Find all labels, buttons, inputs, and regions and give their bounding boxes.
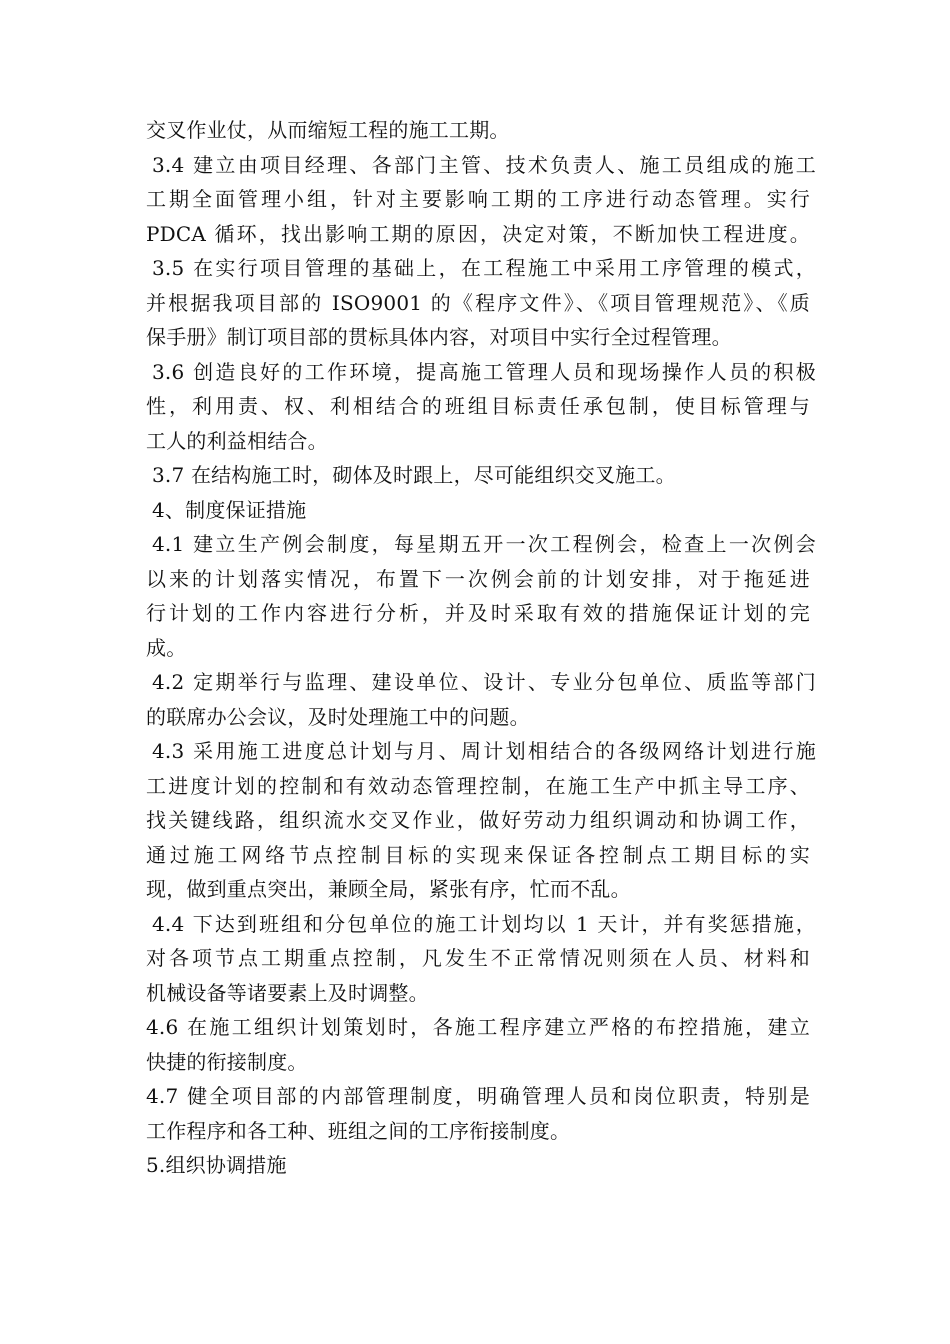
text-line: 工期全面管理小组，针对主要影响工期的工序进行动态管理。实行 — [146, 187, 810, 211]
text-line: 3.7 在结构施工时，砌体及时跟上，尽可能组织交叉施工。 — [152, 463, 676, 487]
text-line: 行计划的工作内容进行分析，并及时采取有效的措施保证计划的完 — [146, 601, 810, 625]
text-line: 4.4 下达到班组和分包单位的施工计划均以 1 天计，并有奖惩措施， — [152, 911, 816, 936]
text-line: 工人的利益相结合。 — [146, 428, 328, 453]
text-line: 找关键线路，组织流水交叉作业，做好劳动力组织调动和协调工作， — [146, 808, 810, 832]
text-line: 通过施工网络节点控制目标的实现来保证各控制点工期目标的实 — [146, 842, 810, 867]
text-line: 的联席办公会议，及时处理施工中的问题。 — [146, 704, 530, 729]
text-line: PDCA 循环，找出影响工期的原因，决定对策，不断加快工程进度。 — [146, 221, 810, 246]
text-line: 现，做到重点突出，兼顾全局，紧张有序，忙而不乱。 — [146, 877, 631, 901]
text-line: 以来的计划落实情况，布置下一次例会前的计划安排，对于拖延进 — [146, 566, 810, 591]
text-line: 交叉作业仗，从而缩短工程的施工工期。 — [146, 118, 510, 142]
document-body — [146, 113, 816, 1183]
text-line: 快捷的衔接制度。 — [146, 1049, 308, 1074]
text-line: 3.6 创造良好的工作环境，提高施工管理人员和现场操作人员的积极 — [152, 359, 816, 384]
text-line: 保手册》制订项目部的贯标具体内容，对项目中实行全过程管理。 — [146, 325, 732, 349]
text-line: 4.1 建立生产例会制度，每星期五开一次工程例会，检查上一次例会 — [152, 532, 816, 556]
text-line: 4.2 定期举行与监理、建设单位、设计、专业分包单位、质监等部门 — [152, 670, 816, 694]
text-line: 3.5 在实行项目管理的基础上，在工程施工中采用工序管理的模式， — [152, 256, 816, 280]
text-line: 并根据我项目部的 ISO9001 的《程序文件》、《项目管理规范》、《质 — [146, 290, 810, 315]
text-line: 机械设备等诸要素上及时调整。 — [146, 980, 429, 1005]
text-line: 性，利用责、权、利相结合的班组目标责任承包制，使目标管理与 — [146, 394, 810, 418]
text-line: 3.4 建立由项目经理、各部门主管、技术负责人、施工员组成的施工 — [152, 152, 816, 177]
text-line: 4.6 在施工组织计划策划时，各施工程序建立严格的布控措施，建立 — [146, 1015, 810, 1039]
text-line: 4.3 采用施工进度总计划与月、周计划相结合的各级网络计划进行施 — [152, 739, 816, 763]
text-line: 4.7 健全项目部的内部管理制度，明确管理人员和岗位职责，特别是 — [146, 1084, 810, 1108]
text-line: 工进度计划的控制和有效动态管理控制，在施工生产中抓主导工序、 — [146, 773, 810, 798]
text-line: 工作程序和各工种、班组之间的工序衔接制度。 — [146, 1118, 571, 1143]
text-line: 对各项节点工期重点控制，凡发生不正常情况则须在人员、材料和 — [146, 946, 810, 970]
section-heading: 4、制度保证措施 — [152, 497, 307, 522]
section-heading: 5.组织协调措施 — [146, 1153, 287, 1177]
text-line: 成。 — [146, 635, 187, 660]
